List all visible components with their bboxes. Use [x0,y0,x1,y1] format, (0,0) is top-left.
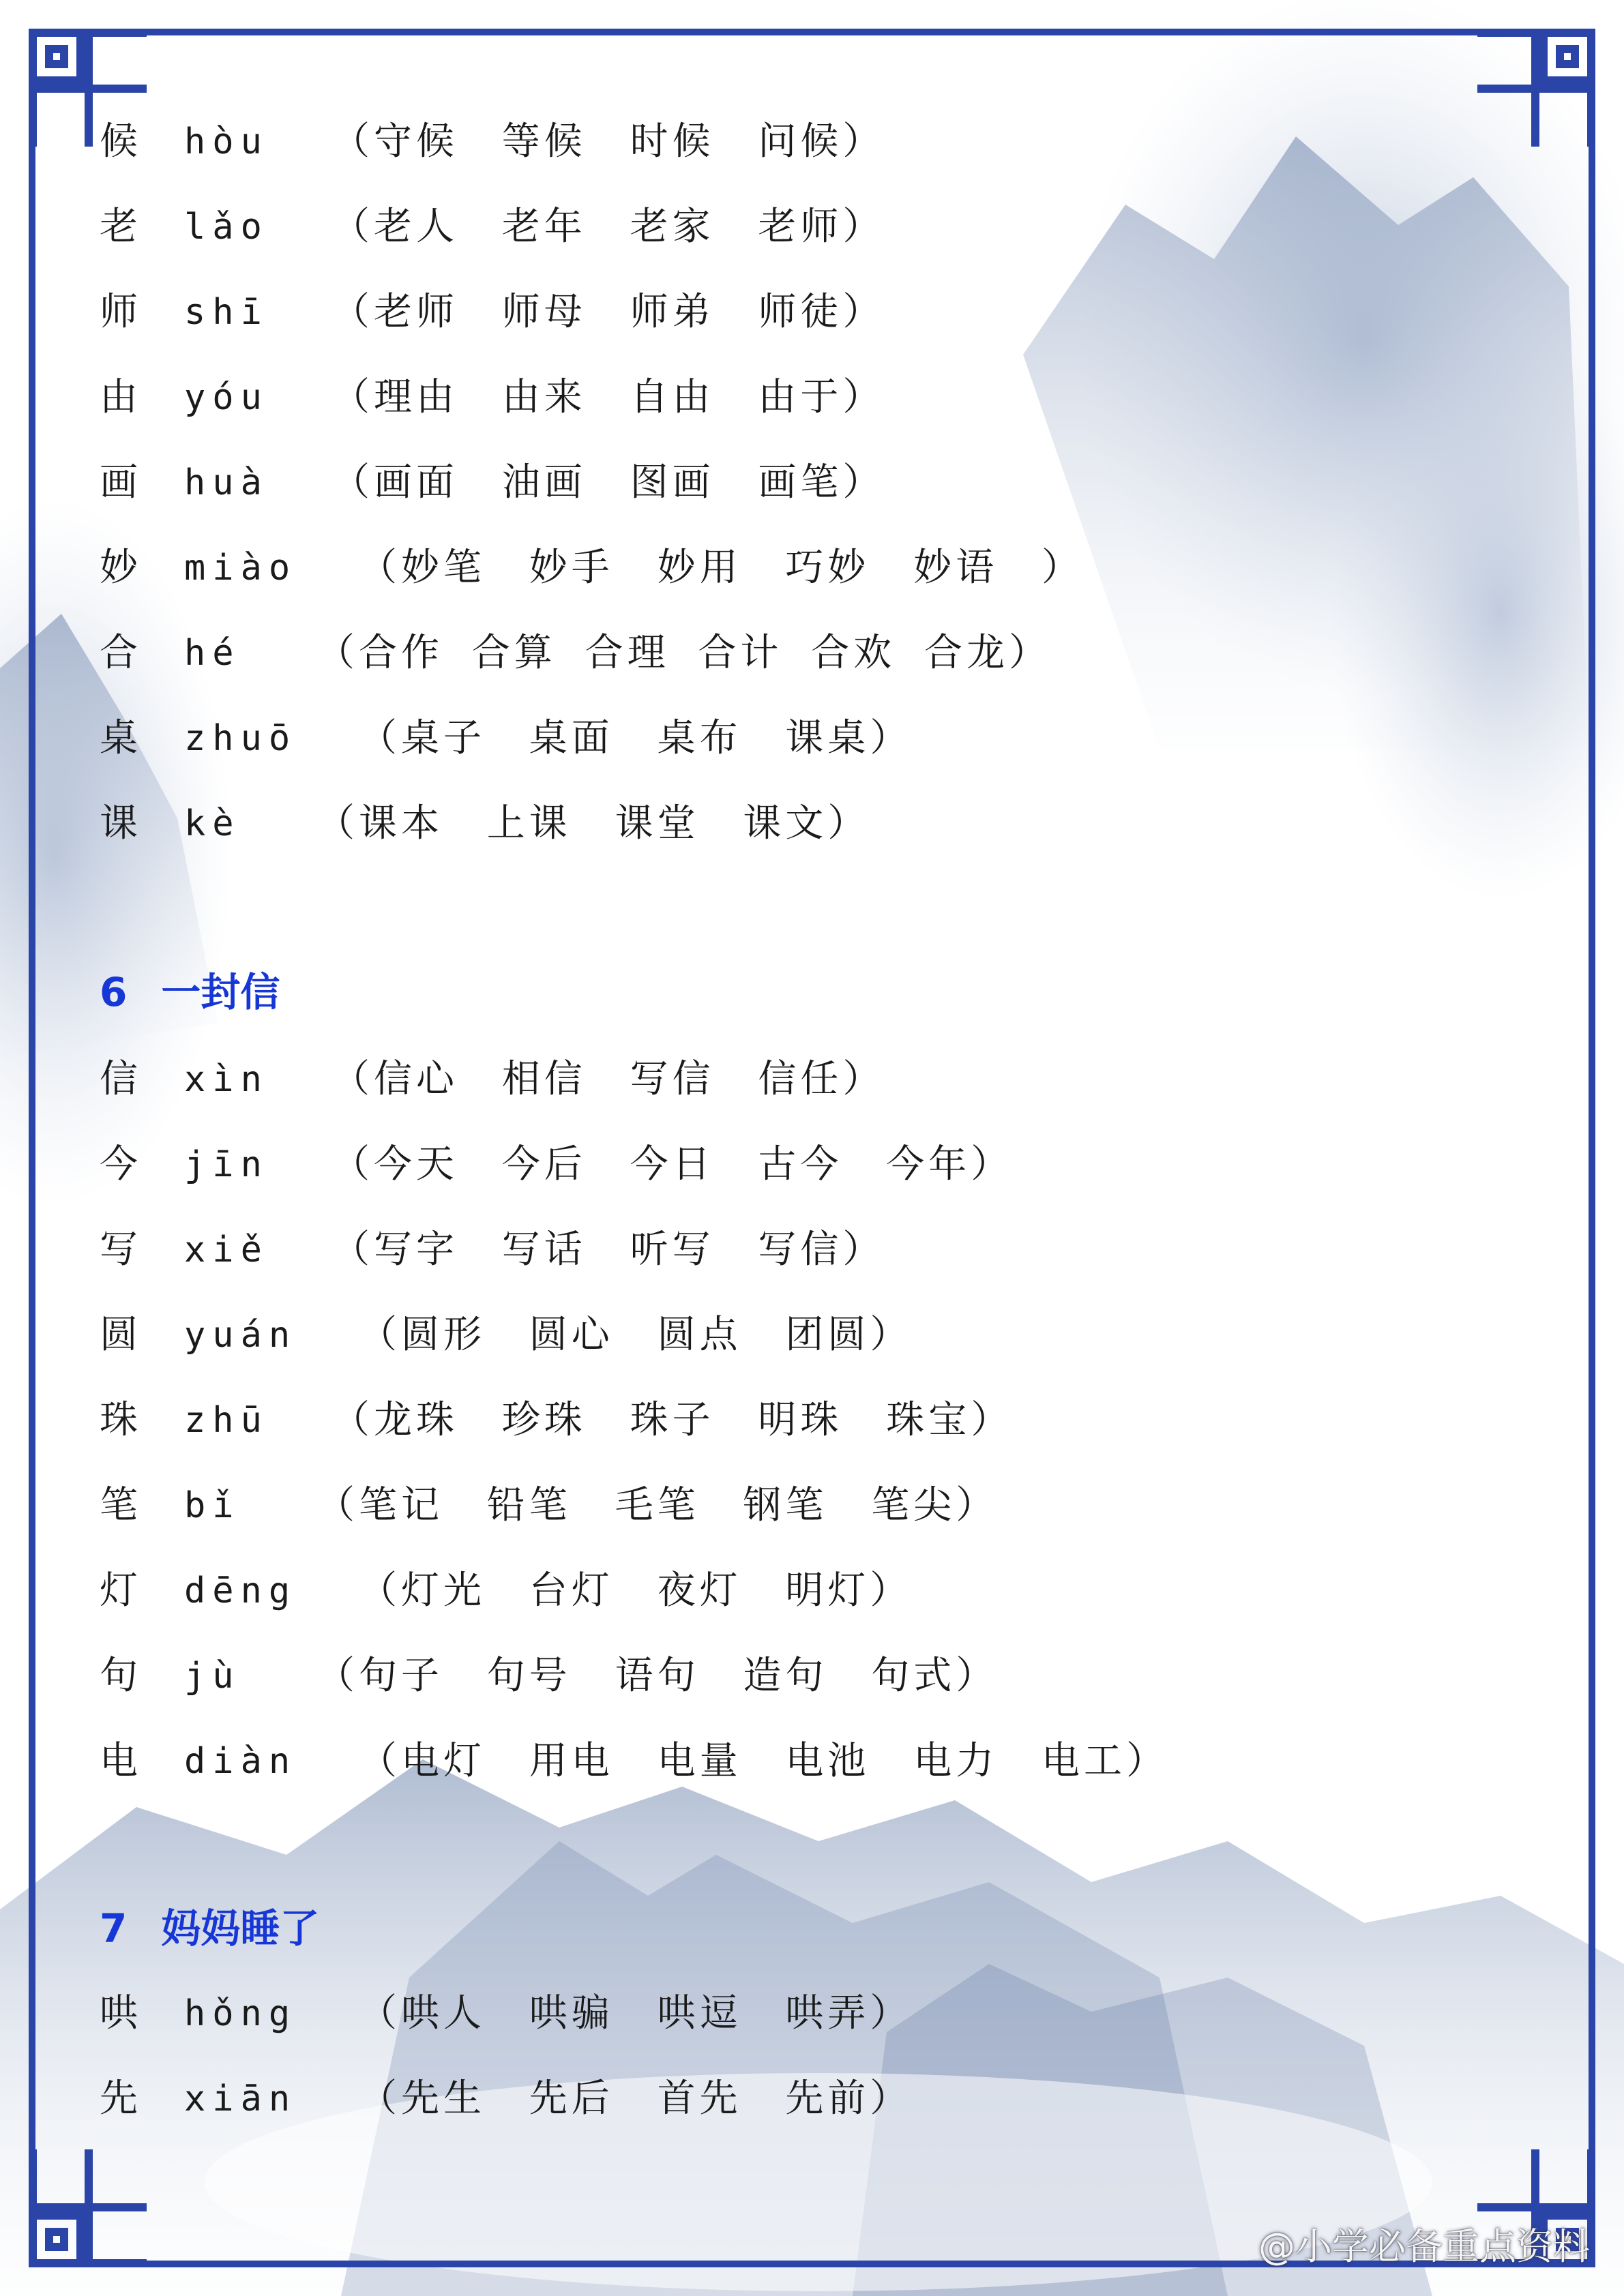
pinyin: diàn [184,1741,297,1782]
character: 师 [100,290,139,334]
word-list: （今天 今后 今日 古今 今年） [331,1142,1014,1187]
word-list: （画面 油画 图画 画笔） [331,460,885,505]
pinyin: kè [184,803,241,844]
character: 课 [100,801,139,846]
word-list: （理由 由来 自由 由于） [331,375,885,419]
word-list: （笔记 铅笔 毛笔 钢笔 笔尖） [316,1483,999,1527]
character: 写 [100,1227,139,1272]
word-list: （先生 先后 首先 先前） [359,2076,913,2121]
word-list: （课本 上课 课堂 课文） [316,801,870,846]
word-list: （妙笔 妙手 妙用 巧妙 妙语 ） [359,546,1084,590]
character: 画 [100,460,139,505]
word-list: （老人 老年 老家 老师） [331,205,885,249]
character: 桌 [100,716,139,760]
watermark: @小学必备重点资料 [1258,2225,1590,2268]
character: 老 [100,205,139,249]
pinyin: hé [184,633,241,674]
pinyin: yóu [184,377,269,418]
character: 先 [100,2076,139,2121]
pinyin: jù [184,1656,241,1697]
pinyin: huà [184,462,269,503]
pinyin: yuán [184,1315,297,1356]
pinyin: lǎo [184,207,269,248]
word-list: （老师 师母 师弟 师徒） [331,290,885,334]
section-heading [100,961,280,1023]
section-number: 7 [100,1905,128,1952]
character: 哄 [100,1991,139,2036]
character: 珠 [100,1398,139,1442]
corner-ornament-top-right [1467,20,1604,157]
corner-ornament-bottom-left [20,2139,157,2276]
word-list: （哄人 哄骗 哄逗 哄弄） [359,1991,913,2036]
character: 笔 [100,1483,139,1527]
pinyin: xiě [184,1229,269,1270]
pinyin: xìn [184,1059,269,1100]
word-list: （桌子 桌面 桌布 课桌） [359,716,913,760]
pinyin: dēng [184,1570,297,1611]
word-list: （守候 等候 时候 问候） [331,119,885,164]
pinyin: bǐ [184,1485,241,1526]
character: 电 [100,1739,139,1783]
word-list: （信心 相信 写信 信任） [331,1057,885,1101]
pinyin: miào [184,548,297,588]
word-list: （龙珠 珍珠 珠子 明珠 珠宝） [331,1398,1014,1442]
section-title: 妈妈睡了 [161,1905,320,1952]
pinyin: zhū [184,1400,269,1441]
character: 由 [100,375,139,419]
pinyin: zhuō [184,718,297,759]
pinyin: xiān [184,2078,297,2119]
character: 妙 [100,546,139,590]
section-title: 一封信 [161,969,280,1015]
character: 今 [100,1142,139,1187]
word-list: （灯光 台灯 夜灯 明灯） [359,1568,913,1613]
pinyin: jīn [184,1144,269,1185]
pinyin: shī [184,292,269,333]
word-list: （合作 合算 合理 合计 合欢 合龙） [316,631,1052,675]
section-heading [100,1898,319,1959]
word-list: （写字 写话 听写 写信） [331,1227,885,1272]
character: 灯 [100,1568,139,1613]
character: 合 [100,631,139,675]
character: 圆 [100,1313,139,1357]
character: 信 [100,1057,139,1101]
character: 候 [100,119,139,164]
character: 句 [100,1654,139,1698]
pinyin: hòu [184,121,269,162]
word-list: （句子 句号 语句 造句 句式） [316,1654,999,1698]
word-list: （电灯 用电 电量 电池 电力 电工） [359,1739,1169,1783]
section-number: 6 [100,969,128,1015]
pinyin: hǒng [184,1993,297,2034]
word-list: （圆形 圆心 圆点 团圆） [359,1313,913,1357]
